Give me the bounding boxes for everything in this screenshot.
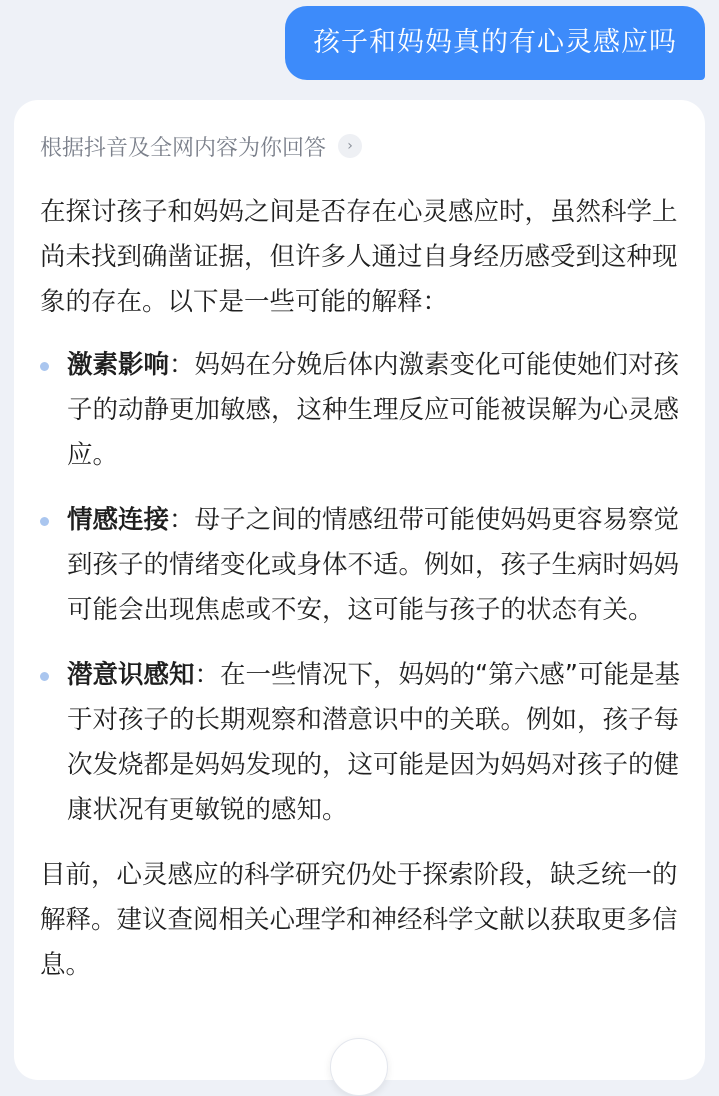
bullet-text: 妈妈在分娩后体内激素变化可能使她们对孩子的动静更加敏感，这种生理反应可能被误解为心灵感应。 bbox=[67, 350, 680, 470]
answer-conclusion: 目前，心灵感应的科学研究仍处于探索阶段，缺乏统一的解释。建议查阅相关心理学和神经科学文献以获取更多信息。 bbox=[40, 860, 678, 980]
bullet-dot-icon bbox=[40, 517, 49, 526]
bullet-separator: ： bbox=[194, 660, 221, 690]
bullet-title: 情感连接 bbox=[67, 505, 170, 535]
scroll-down-button[interactable] bbox=[330, 1038, 388, 1096]
user-message-bubble: 孩子和妈妈真的有心灵感应吗 bbox=[285, 6, 705, 80]
bullet-dot-icon bbox=[40, 672, 49, 681]
answer-intro: 在探讨孩子和妈妈之间是否存在心灵感应时，虽然科学上尚未找到确凿证据，但许多人通过自身经历感受到这种现象的存在。以下是一些可能的解释： bbox=[40, 197, 678, 317]
bullet-title: 潜意识感知 bbox=[67, 660, 195, 690]
bullet-title: 激素影响 bbox=[67, 350, 170, 380]
bullet-separator: ： bbox=[169, 505, 195, 535]
bullet-item bbox=[40, 498, 682, 633]
source-link[interactable] bbox=[40, 130, 362, 162]
bullet-text: 在一些情况下，妈妈的“第六感”可能是基于对孩子的长期观察和潜意识中的关联。例如，孩子每次发烧都是妈妈发现的，这可能是因为妈妈对孩子的健康状况有更敏锐的感知。 bbox=[67, 660, 680, 825]
bullet-text: 母子之间的情感纽带可能使妈妈更容易察觉到孩子的情绪变化或身体不适。例如，孩子生病时妈妈可能会出现焦虑或不安，这可能与孩子的状态有关。 bbox=[67, 505, 680, 625]
answer-content bbox=[40, 190, 682, 1006]
chevron-right-icon: › bbox=[338, 134, 362, 158]
bullet-dot-icon bbox=[40, 362, 49, 371]
source-text: 根据抖音及全网内容为你回答 bbox=[40, 135, 327, 161]
bullet-item bbox=[40, 653, 682, 833]
bullet-item bbox=[40, 343, 682, 478]
bullet-separator: ： bbox=[169, 350, 195, 380]
answer-card bbox=[14, 100, 705, 1080]
